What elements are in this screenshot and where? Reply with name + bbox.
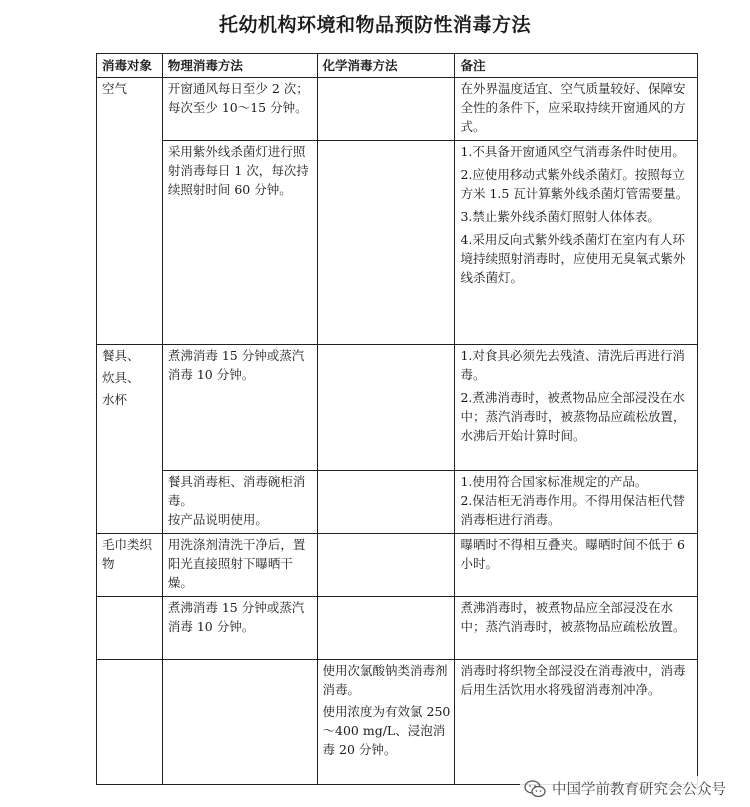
table-row (97, 78, 698, 141)
page-title: 托幼机构环境和物品预防性消毒方法 (218, 14, 531, 36)
header-physical: 物理消毒方法 (162, 54, 317, 78)
object-cell-dishes (97, 345, 163, 534)
notes-cell: 曝晒时不得相互叠夹。曝晒时间不低于 6 小时。 (455, 534, 698, 597)
note-line: 2.应使用移动式紫外线杀菌灯。按照每立方米 1.5 瓦计算紫外线杀菌灯管需要量。 (460, 167, 689, 201)
table-row (97, 141, 698, 345)
note-line: 1.使用符合国家标准规定的产品。 (460, 474, 648, 489)
physical-cell: 用洗涤剂清洗干净后，置阳光直接照射下曝晒干燥。 (162, 534, 317, 597)
chemical-cell (317, 141, 455, 345)
chemical-line: 使用次氯酸钠类消毒剂消毒。 (322, 663, 448, 697)
notes-cell (455, 471, 698, 534)
chemical-line: 使用浓度为有效氯 250～400 mg/L、浸泡消毒 20 分钟。 (322, 704, 451, 757)
chemical-cell (317, 78, 455, 141)
chemical-cell (317, 471, 455, 534)
physical-cell: 煮沸消毒 15 分钟或蒸汽消毒 10 分钟。 (162, 345, 317, 471)
object-line: 炊具、 (102, 370, 140, 385)
chemical-cell (317, 345, 455, 471)
notes-cell: 煮沸消毒时，被煮物品应全部浸没在水中；蒸汽消毒时，被蒸物品应疏松放置。 (455, 597, 698, 660)
header-object: 消毒对象 (97, 54, 163, 78)
disinfection-table (96, 53, 698, 785)
table-row (97, 345, 698, 471)
header-notes: 备注 (455, 54, 698, 78)
object-line: 餐具、 (102, 348, 140, 363)
chemical-cell (317, 660, 455, 785)
wechat-icon (524, 780, 546, 798)
note-line: 1.不具备开窗通风空气消毒条件时使用。 (460, 144, 685, 159)
table-row (97, 471, 698, 534)
object-line: 水杯 (102, 392, 128, 407)
physical-line: 按产品说明使用。 (167, 512, 268, 527)
physical-cell: 开窗通风每日至少 2 次；每次至少 10～15 分钟。 (162, 78, 317, 141)
object-cell-empty (97, 597, 163, 660)
object-cell-empty (97, 660, 163, 785)
watermark (520, 776, 730, 801)
note-line: 4.采用反向式紫外线杀菌灯在室内有人环境持续照射消毒时，应使用无臭氧式紫外线杀菌灯。 (460, 232, 686, 285)
physical-cell: 采用紫外线杀菌灯进行照射消毒每日 1 次，每次持续照射时间 60 分钟。 (162, 141, 317, 345)
notes-cell: 消毒时将织物全部浸没在消毒液中，消毒后用生活饮用水将残留消毒剂冲净。 (455, 660, 698, 785)
physical-cell (162, 471, 317, 534)
notes-cell (455, 141, 698, 345)
note-line: 2.煮沸消毒时，被煮物品应全部浸没在水中；蒸汽消毒时，被蒸物品应疏松放置，水沸后开始计算时间。 (460, 390, 686, 443)
note-line: 2.保洁柜无消毒作用。不得用保洁柜代替消毒柜进行消毒。 (460, 493, 685, 527)
watermark-text: 中国学前教育研究会公众号 (552, 782, 726, 798)
table-row (97, 534, 698, 597)
object-cell-air: 空气 (97, 78, 163, 345)
table-row (97, 597, 698, 660)
physical-cell: 煮沸消毒 15 分钟或蒸汽消毒 10 分钟。 (162, 597, 317, 660)
note-line: 3.禁止紫外线杀菌灯照射人体体表。 (460, 209, 660, 224)
physical-cell (162, 660, 317, 785)
chemical-cell (317, 597, 455, 660)
notes-cell (455, 345, 698, 471)
header-chemical: 化学消毒方法 (317, 54, 455, 78)
note-line: 1.对食具必须先去残渣、清洗后再进行消毒。 (460, 348, 685, 382)
notes-cell: 在外界温度适宜、空气质量较好、保障安全性的条件下，应采取持续开窗通风的方式。 (455, 78, 698, 141)
table-row (97, 660, 698, 785)
physical-line: 餐具消毒柜、消毒碗柜消毒。 (167, 474, 306, 508)
chemical-cell (317, 534, 455, 597)
table-header-row (97, 54, 698, 78)
object-cell-towels: 毛巾类织物 (97, 534, 163, 597)
